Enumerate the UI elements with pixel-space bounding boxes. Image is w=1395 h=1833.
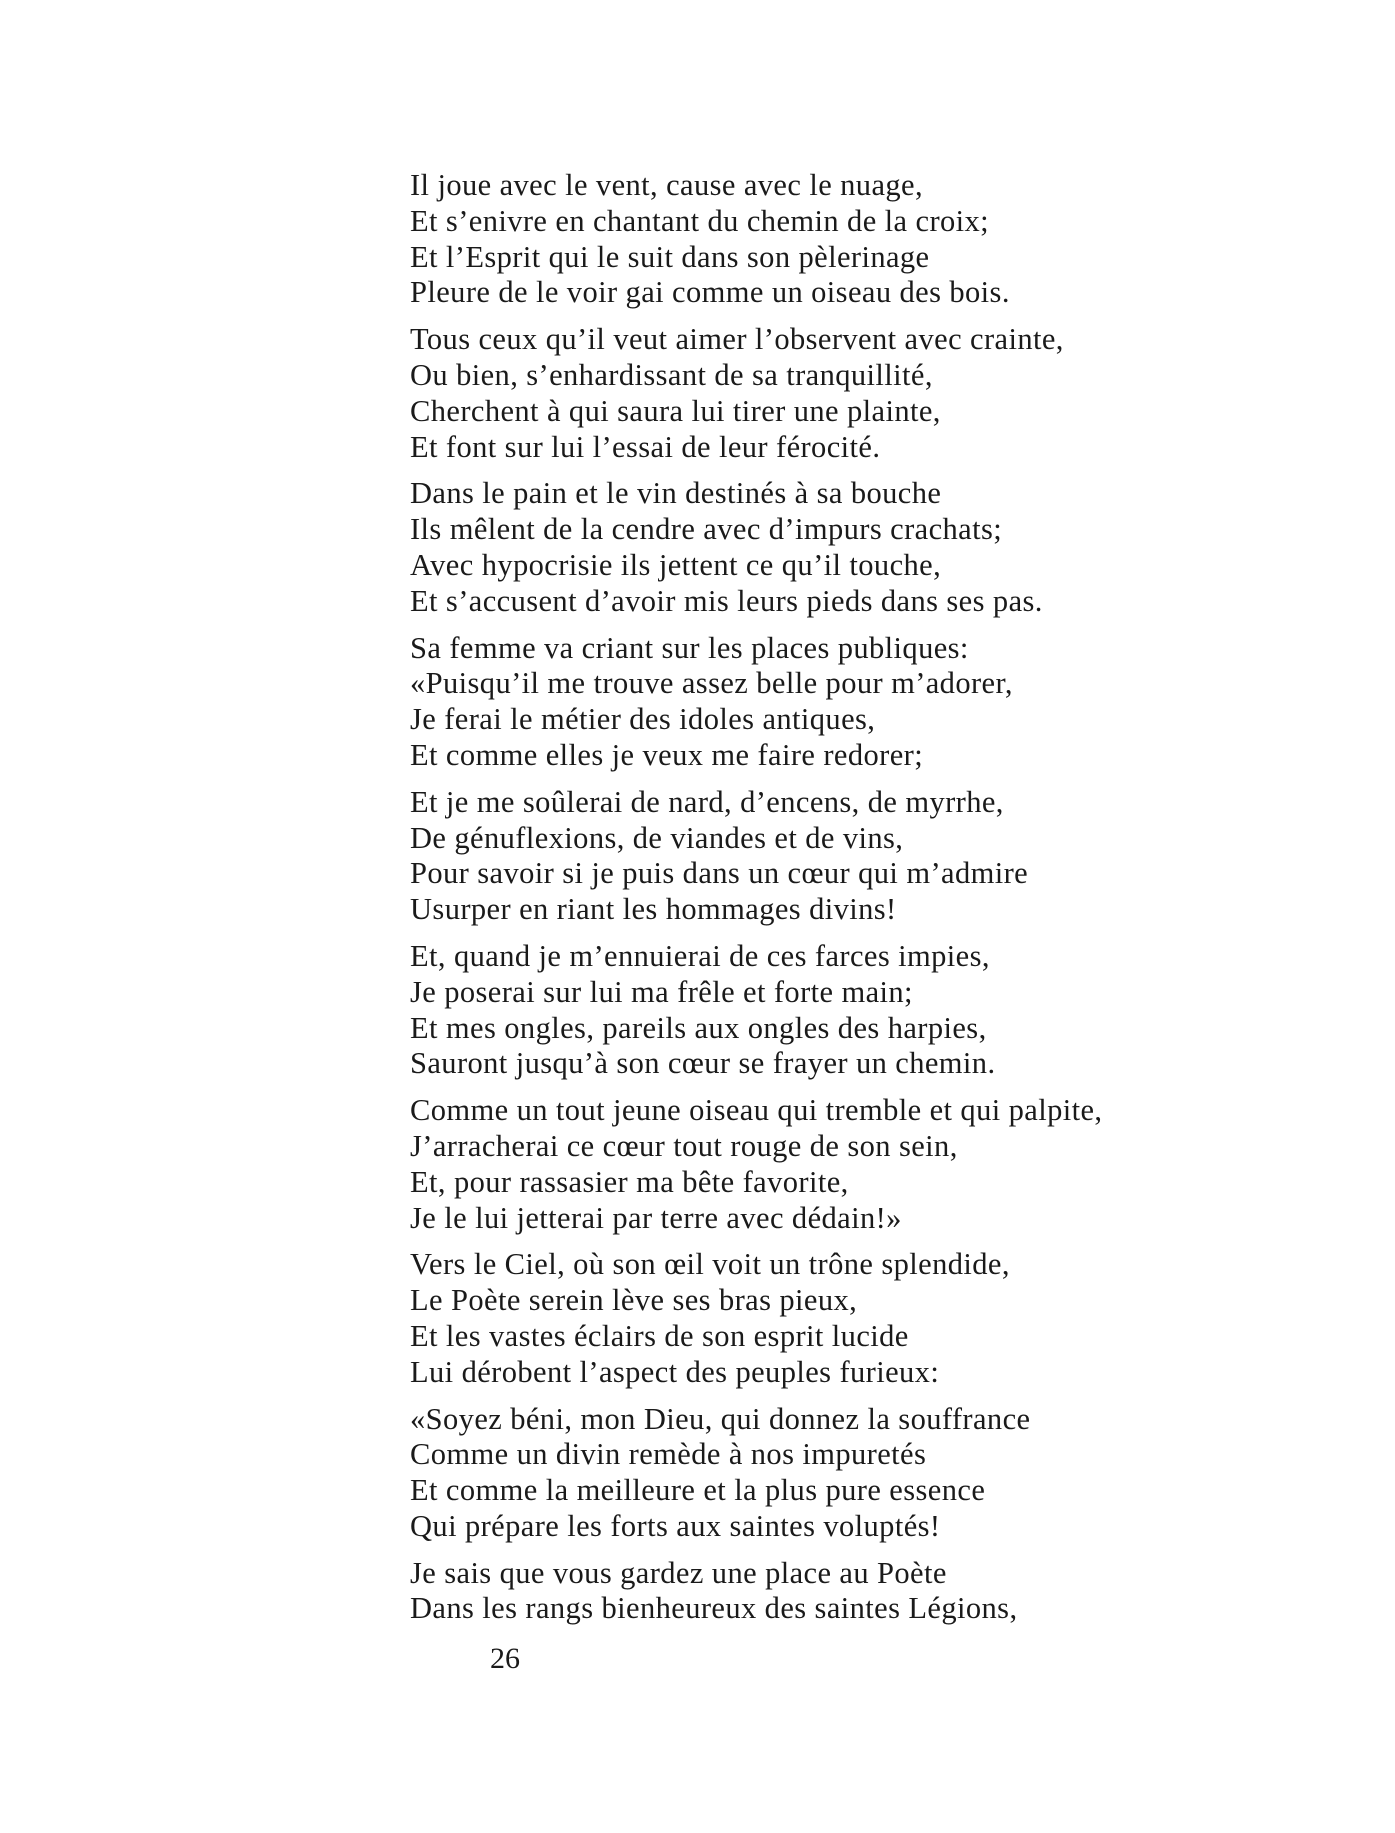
verse-line: Pour savoir si je puis dans un cœur qui m’admire: [410, 856, 1029, 891]
stanza: [410, 1093, 1370, 1236]
verse-line: Lui dérobent l’aspect des peuples furieux:: [410, 1354, 940, 1389]
verse-line: Ils mêlent de la cendre avec d’impurs crachats;: [410, 512, 1003, 547]
verse-line: Comme un tout jeune oiseau qui tremble et qui palpite,: [410, 1093, 1103, 1128]
verse-line: Dans les rangs bienheureux des saintes Légions,: [410, 1591, 1018, 1626]
verse-line: Et, pour rassasier ma bête favorite,: [410, 1164, 849, 1199]
verse-line: Je sais que vous gardez une place au Poète: [410, 1555, 947, 1590]
verse-line: Et comme elles je veux me faire redorer;: [410, 737, 924, 772]
verse-line: «Puisqu’il me trouve assez belle pour m’adorer,: [410, 666, 1013, 701]
verse-line: Je le lui jetterai par terre avec dédain!»: [410, 1200, 902, 1235]
verse-line: «Soyez béni, mon Dieu, qui donnez la souffrance: [410, 1401, 1031, 1436]
verse-line: Et font sur lui l’essai de leur férocité.: [410, 429, 881, 464]
stanza: [410, 785, 1370, 928]
verse-line: Et s’accusent d’avoir mis leurs pieds dans ses pas.: [410, 583, 1043, 618]
verse-line: Sa femme va criant sur les places publiques:: [410, 630, 969, 665]
verse-line: Le Poète serein lève ses bras pieux,: [410, 1283, 858, 1318]
verse-line: Tous ceux qu’il veut aimer l’observent avec crainte,: [410, 322, 1064, 357]
verse-line: Ou bien, s’enhardissant de sa tranquillité,: [410, 357, 933, 392]
verse-line: Vers le Ciel, où son œil voit un trône splendide,: [410, 1247, 1010, 1282]
verse-line: Usurper en riant les hommages divins!: [410, 892, 897, 927]
verse-line: Et s’enivre en chantant du chemin de la croix;: [410, 203, 990, 238]
verse-line: Je ferai le métier des idoles antiques,: [410, 702, 876, 737]
verse-line: Et mes ongles, pareils aux ongles des harpies,: [410, 1010, 987, 1045]
verse-line: Et, quand je m’ennuierai de ces farces impies,: [410, 938, 990, 973]
verse-line: Comme un divin remède à nos impuretés: [410, 1437, 927, 1472]
verse-line: De génuflexions, de viandes et de vins,: [410, 820, 904, 855]
poem-body: [410, 168, 1370, 1638]
stanza: [410, 168, 1370, 311]
stanza: [410, 1402, 1370, 1545]
verse-line: Et les vastes éclairs de son esprit lucide: [410, 1318, 909, 1353]
stanza: [410, 939, 1370, 1082]
verse-line: Sauront jusqu’à son cœur se frayer un chemin.: [410, 1046, 996, 1081]
verse-line: Il joue avec le vent, cause avec le nuage,: [410, 168, 924, 202]
verse-line: Qui prépare les forts aux saintes voluptés!: [410, 1508, 941, 1543]
stanza: [410, 631, 1370, 774]
verse-line: Je poserai sur lui ma frêle et forte main;: [410, 974, 913, 1009]
verse-line: Pleure de le voir gai comme un oiseau des bois.: [410, 275, 1010, 310]
verse-line: J’arracherai ce cœur tout rouge de son sein,: [410, 1128, 958, 1163]
verse-line: Et comme la meilleure et la plus pure essence: [410, 1473, 986, 1508]
verse-line: Avec hypocrisie ils jettent ce qu’il touche,: [410, 547, 942, 582]
page-number: 26: [490, 1642, 520, 1675]
verse-line: Dans le pain et le vin destinés à sa bouche: [410, 476, 942, 511]
verse-line: Cherchent à qui saura lui tirer une plainte,: [410, 393, 941, 428]
stanza: [410, 1247, 1370, 1390]
verse-line: Et je me soûlerai de nard, d’encens, de myrrhe,: [410, 784, 1004, 819]
stanza: [410, 476, 1370, 619]
stanza: [410, 322, 1370, 465]
stanza: [410, 1556, 1370, 1628]
verse-line: Et l’Esprit qui le suit dans son pèlerinage: [410, 239, 930, 274]
